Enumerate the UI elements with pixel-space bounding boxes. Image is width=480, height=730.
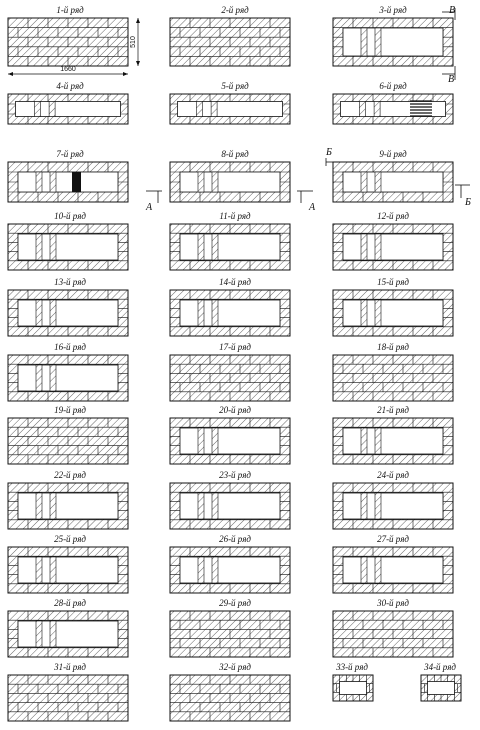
row-label-17: 17-й ряд [219, 342, 251, 352]
row-label-8: 8-й ряд [221, 149, 249, 159]
row-24-partition [361, 493, 367, 519]
row-label-18: 18-й ряд [377, 342, 409, 352]
row-label-2: 2-й ряд [221, 5, 249, 15]
section-mark-v-bottom: В [448, 74, 455, 85]
depth-arrow-top [136, 18, 140, 23]
row-25-panel [8, 547, 128, 593]
row-29-panel [170, 611, 290, 657]
row-6-partition [374, 102, 380, 117]
row-21-channel [343, 428, 443, 454]
row-22-partition [36, 493, 42, 519]
row-label-21: 21-й ряд [377, 405, 409, 415]
row-22-channel [18, 493, 118, 519]
row-9-partition [375, 172, 381, 192]
row-25-partition [50, 557, 56, 583]
row-13-partition [36, 300, 42, 326]
row-8-partition [212, 172, 218, 192]
row-8-channel [180, 172, 280, 192]
width-arrow-right [123, 72, 128, 76]
firebox-door-block [72, 172, 81, 192]
row-label-4: 4-й ряд [56, 81, 84, 91]
row-label-5: 5-й ряд [221, 81, 249, 91]
row-8-panel [170, 162, 290, 202]
row-24-panel [333, 483, 453, 529]
row-33-panel [333, 675, 373, 701]
row-18-panel [333, 355, 453, 401]
row-8-partition [198, 172, 204, 192]
section-mark-v-top: В [449, 5, 456, 16]
row-20-channel [180, 428, 280, 454]
row-label-32: 32-й ряд [219, 662, 251, 672]
row-3-panel [333, 18, 453, 66]
row-25-partition [36, 557, 42, 583]
row-9-panel [333, 162, 453, 202]
row-label-28: 28-й ряд [54, 598, 86, 608]
row-10-partition [50, 234, 56, 260]
row-label-10: 10-й ряд [54, 211, 86, 221]
row-21-partition [375, 428, 381, 454]
row-label-22: 22-й ряд [54, 470, 86, 480]
row-22-panel [8, 483, 128, 529]
row-4-partition [49, 102, 55, 117]
row-7-partition [36, 172, 42, 192]
section-mark-b-left: Б [326, 147, 332, 158]
row-14-panel [170, 290, 290, 336]
row-33-channel [340, 682, 367, 695]
row-label-31: 31-й ряд [54, 662, 86, 672]
row-label-12: 12-й ряд [377, 211, 409, 221]
row-28-channel [18, 621, 118, 647]
row-11-partition [198, 234, 204, 260]
row-5-panel [170, 94, 290, 124]
depth-arrow-bottom [136, 61, 140, 66]
row-13-channel [18, 300, 118, 326]
row-14-channel [180, 300, 280, 326]
row-label-16: 16-й ряд [54, 342, 86, 352]
row-27-partition [361, 557, 367, 583]
row-label-20: 20-й ряд [219, 405, 251, 415]
row-23-panel [170, 483, 290, 529]
row-17-panel [170, 355, 290, 401]
row-label-30: 30-й ряд [377, 598, 409, 608]
row-label-19: 19-й ряд [54, 405, 86, 415]
row-20-panel [170, 418, 290, 464]
row-label-25: 25-й ряд [54, 534, 86, 544]
row-16-partition [36, 365, 42, 391]
row-24-partition [375, 493, 381, 519]
row-label-24: 24-й ряд [377, 470, 409, 480]
row-6-partition [359, 102, 365, 117]
row-label-29: 29-й ряд [219, 598, 251, 608]
row-26-panel [170, 547, 290, 593]
row-label-9: 9-й ряд [379, 149, 407, 159]
row-15-panel [333, 290, 453, 336]
row-label-11: 11-й ряд [219, 211, 251, 221]
row-21-panel [333, 418, 453, 464]
row-2-panel [170, 18, 290, 66]
row-10-panel [8, 224, 128, 270]
row-9-partition [361, 172, 367, 192]
row-label-26: 26-й ряд [219, 534, 251, 544]
row-30-panel [333, 611, 453, 657]
row-11-channel [180, 234, 280, 260]
row-25-channel [18, 557, 118, 583]
row-20-partition [198, 428, 204, 454]
row-13-panel [8, 290, 128, 336]
row-4-channel [16, 102, 121, 117]
row-15-partition [361, 300, 367, 326]
row-label-27: 27-й ряд [377, 534, 409, 544]
row-19-panel [8, 418, 128, 464]
depth-dimension-text: 510 [130, 36, 137, 48]
row-label-1: 1-й ряд [56, 5, 84, 15]
row-3-partition [375, 28, 381, 56]
row-7-partition [50, 172, 56, 192]
row-26-channel [180, 557, 280, 583]
row-27-channel [343, 557, 443, 583]
row-1-panel [8, 18, 128, 66]
row-13-partition [50, 300, 56, 326]
row-11-panel [170, 224, 290, 270]
width-arrow-left [8, 72, 13, 76]
row-27-partition [375, 557, 381, 583]
row-32-panel [170, 675, 290, 721]
row-11-partition [212, 234, 218, 260]
row-27-panel [333, 547, 453, 593]
section-mark-a-right: А [309, 202, 316, 213]
row-24-channel [343, 493, 443, 519]
row-12-partition [361, 234, 367, 260]
row-10-channel [18, 234, 118, 260]
row-7-channel [18, 172, 118, 192]
row-16-panel [8, 355, 128, 401]
masonry-panels [8, 18, 461, 721]
row-28-partition [36, 621, 42, 647]
row-28-panel [8, 611, 128, 657]
row-20-partition [212, 428, 218, 454]
section-mark-a-left: А [146, 202, 153, 213]
row-22-partition [50, 493, 56, 519]
row-label-14: 14-й ряд [219, 277, 251, 287]
row-23-channel [180, 493, 280, 519]
row-23-partition [198, 493, 204, 519]
row-21-partition [361, 428, 367, 454]
row-7-panel [8, 162, 128, 202]
row-23-partition [212, 493, 218, 519]
row-label-6: 6-й ряд [379, 81, 407, 91]
row-26-partition [198, 557, 204, 583]
row-16-partition [50, 365, 56, 391]
row-6-panel [333, 94, 453, 124]
row-16-channel [18, 365, 118, 391]
row-3-channel [343, 28, 443, 56]
width-dimension-text: 1660 [60, 66, 76, 73]
row-15-channel [343, 300, 443, 326]
row-12-partition [375, 234, 381, 260]
row-4-partition [34, 102, 40, 117]
row-label-33: 33-й ряд [336, 662, 368, 672]
row-26-partition [212, 557, 218, 583]
row-label-7: 7-й ряд [56, 149, 84, 159]
row-4-panel [8, 94, 128, 124]
row-5-partition [211, 102, 217, 117]
row-label-34: 34-й ряд [424, 662, 456, 672]
row-5-channel [178, 102, 283, 117]
row-34-channel [428, 682, 455, 695]
row-14-partition [212, 300, 218, 326]
row-10-partition [36, 234, 42, 260]
row-label-23: 23-й ряд [219, 470, 251, 480]
row-14-partition [198, 300, 204, 326]
row-15-partition [375, 300, 381, 326]
row-5-partition [196, 102, 202, 117]
section-mark-b-right: Б [465, 197, 471, 208]
row-label-3: 3-й ряд [379, 5, 407, 15]
row-label-13: 13-й ряд [54, 277, 86, 287]
row-label-15: 15-й ряд [377, 277, 409, 287]
row-34-panel [421, 675, 461, 701]
row-12-panel [333, 224, 453, 270]
row-9-channel [343, 172, 443, 192]
row-31-panel [8, 675, 128, 721]
row-3-partition [361, 28, 367, 56]
row-12-channel [343, 234, 443, 260]
row-28-partition [50, 621, 56, 647]
